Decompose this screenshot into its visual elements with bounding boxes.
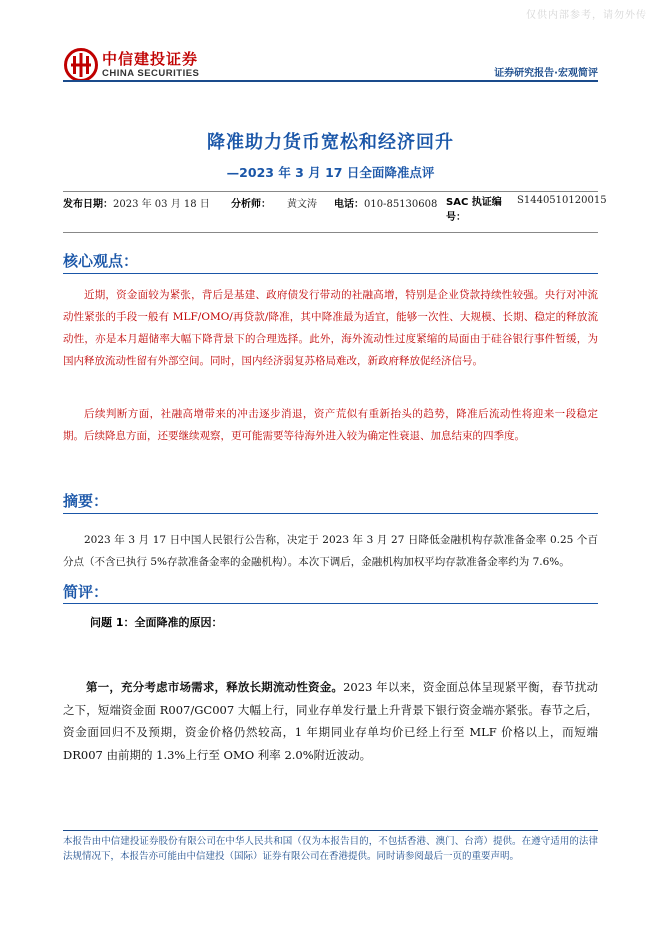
- sac-number: S1440510120015: [517, 195, 607, 206]
- meta-top-divider: [63, 191, 598, 192]
- summary-paragraph: 2023 年 3 月 17 日中国人民银行公告称，决定于 2023 年 3 月 27 日降低金融机构存款准备金率 0.25 个百分点（不含已执行 5%存款准备金率的金融机构）。本次下调后，金融机构加权平均存款准备金率约为 7.6%。: [63, 534, 598, 568]
- review-paragraph-rest: 2023 年以来，资金面总体呈现紧平衡，春节扰动之下，短端资金面 R007/GC007 大幅上行，同业存单发行量上升背景下银行资金端亦紧张。春节之后，资金面回归不及预期，资金价格仍然较高，1 年期同业存单均价已经上行至 MLF 价格以上，而短端 DR007 由前期的 1.3%上行至 OMO 利率 2.0%附近波动。: [63, 680, 599, 762]
- review-divider: [63, 603, 598, 604]
- header-divider: [63, 80, 598, 82]
- analyst: [231, 195, 271, 210]
- logo-text-en: CHINA SECURITIES: [102, 68, 200, 79]
- review-paragraph-1: [63, 676, 598, 766]
- review-paragraph-lead: 第一，充分考虑市场需求，释放长期流动性资金。: [86, 680, 344, 694]
- question-1: 问题 1：全面降准的原因：: [90, 616, 223, 629]
- phone-value: 010-85130608: [364, 199, 438, 210]
- footer-divider: [63, 830, 598, 831]
- publish-date: [63, 195, 210, 210]
- summary-divider: [63, 513, 598, 514]
- logo-text-cn: 中信建投证券: [102, 50, 199, 68]
- meta-bottom-divider: [63, 232, 598, 233]
- sac-label-line2: 号：: [446, 212, 466, 223]
- publish-date-label: 发布日期：: [63, 199, 113, 210]
- analyst-value: 黄文涛: [287, 199, 317, 210]
- summary-heading: 摘要：: [63, 492, 109, 510]
- report-title: 降准助力货币宽松和经济回升: [207, 132, 454, 153]
- sac-label-line1: SAC 执证编: [446, 197, 502, 208]
- sac-label: [446, 195, 502, 225]
- logo-emblem-icon: [64, 48, 98, 82]
- footer-disclaimer: 本报告由中信建投证券股份有限公司在中华人民共和国（仅为本报告目的，不包括香港、澳门、台湾）提供。在遵守适用的法律法规情况下，本报告亦可能由中信建投（国际）证券有限公司在香港提供。同时请参阅最后一页的重要声明。: [63, 836, 598, 862]
- core-views-divider: [63, 273, 598, 274]
- core-views-heading: 核心观点：: [63, 252, 139, 270]
- review-heading: 简评：: [63, 583, 109, 601]
- report-subtitle: —2023 年 3 月 17 日全面降准点评: [226, 165, 435, 180]
- report-type-label: 证券研究报告·宏观简评: [494, 68, 598, 79]
- core-views-paragraph-2: 后续判断方面，社融高增带来的冲击逐步消退，资产荒似有重新抬头的趋势，降准后流动性将迎来一段稳定期。后续降息方面，还要继续观察，更可能需要等待海外进入较为确定性衰退、加息结束的四季度。: [63, 408, 598, 442]
- core-views-paragraph-1: 近期，资金面较为紧张，背后是基建、政府债发行带动的社融高增，特别是企业贷款持续性较强。央行对冲流动性紧张的手段一般有 MLF/OMO/再贷款/降准，其中降准最为适宜，能够一次性、大规模、长期、稳定的释放流动性，亦是本月超储率大幅下降背景下的合理选择。此外，海外流动性过度紧缩的局面由于硅谷银行事件暂缓，为国内释放流动性留有外部空间。同时，国内经济弱复苏格局难改，新政府释放促经济信号。: [63, 289, 598, 367]
- phone-label: 电话：: [334, 199, 364, 210]
- phone: [334, 195, 437, 210]
- publish-date-value: 2023 年 03 月 18 日: [113, 199, 210, 210]
- watermark: 仅供内部参考，请勿外传: [526, 10, 647, 21]
- analyst-label: 分析师：: [231, 199, 271, 210]
